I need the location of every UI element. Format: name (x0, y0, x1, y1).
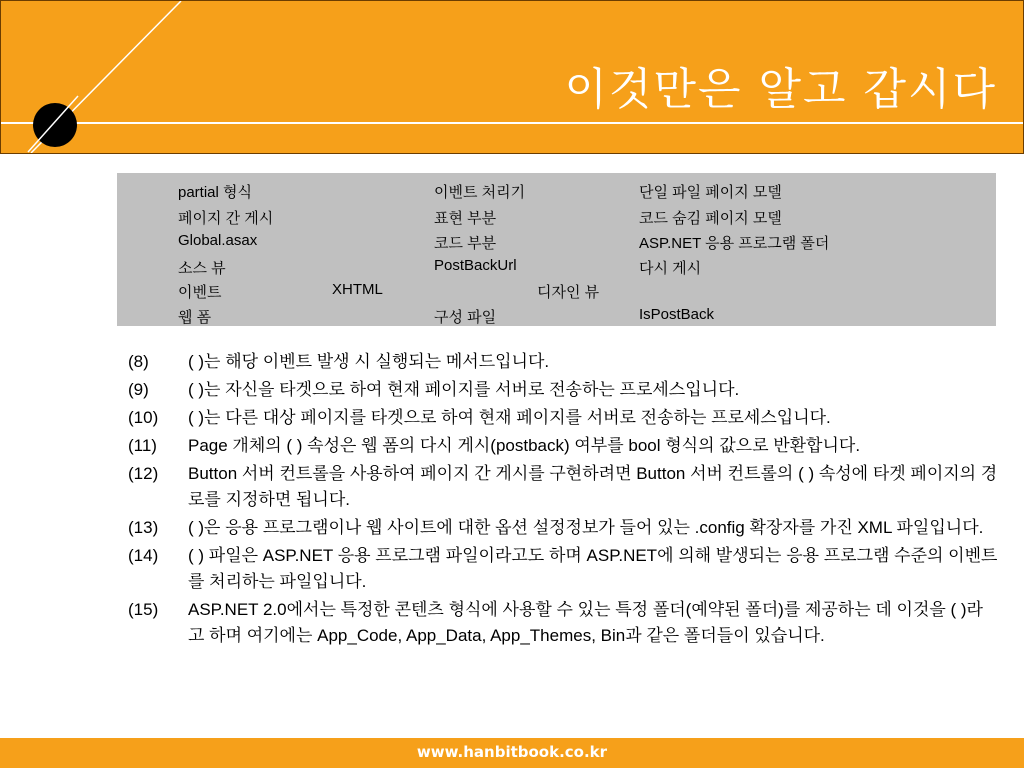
question-item (128, 543, 998, 595)
term: 소스 뷰 (178, 260, 226, 277)
term: 다시 게시 (639, 260, 702, 277)
term: 웹 폼 (178, 309, 212, 326)
term: 표현 부분 (434, 210, 497, 227)
term: 단일 파일 페이지 모델 (639, 184, 782, 201)
term: 코드 부분 (434, 235, 497, 252)
question-number: (15) (128, 600, 159, 619)
question-text: Page 개체의 ( ) 속성은 웹 폼의 다시 게시(postback) 여부를 bool 형식의 값으로 반환합니다. (188, 436, 861, 455)
question-number: (13) (128, 518, 159, 537)
question-item (128, 349, 998, 375)
slide-title: 이것만은 알고 갑시다 (564, 64, 997, 115)
title-bullet-circle (33, 103, 77, 147)
term: 페이지 간 게시 (178, 210, 274, 227)
term: partial 형식 (178, 184, 253, 201)
question-text: Button 서버 컨트롤을 사용하여 페이지 간 게시를 구현하려면 Button 서버 컨트롤의 ( ) 속성에 타겟 페이지의 경로를 지정하면 됩니다. (188, 464, 998, 509)
question-number: (11) (128, 436, 157, 455)
header-divider (1, 122, 1024, 124)
term: PostBackUrl (434, 257, 517, 274)
question-text: ASP.NET 2.0에서는 특정한 콘텐츠 형식에 사용할 수 있는 특정 폴더(예약된 폴더)를 제공하는 데 이것을 ( )라고 하며 여기에는 App_Code, App_Data, App_Themes, Bin과 같은 폴더들이 있습니다. (188, 600, 983, 645)
term-bank (117, 173, 996, 326)
question-text: ( )은 응용 프로그램이나 웹 사이트에 대한 옵션 설정정보가 들어 있는 .config 확장자를 가진 XML 파일입니다. (188, 518, 984, 537)
question-text: ( ) 파일은 ASP.NET 응용 프로그램 파일이라고도 하며 ASP.NET에 의해 발생되는 응용 프로그램 수준의 이벤트를 처리하는 파일입니다. (188, 546, 998, 591)
question-item (128, 597, 998, 649)
footer-url: www.hanbitbook.co.kr (416, 743, 608, 761)
term: 코드 숨김 페이지 모델 (639, 210, 782, 227)
term: 구성 파일 (434, 309, 497, 326)
term: Global.asax (178, 232, 258, 249)
slide-header (0, 0, 1024, 154)
question-item (128, 377, 998, 403)
slide-footer (0, 738, 1024, 768)
term: IsPostBack (639, 306, 715, 323)
question-item (128, 433, 998, 459)
question-text: ( )는 해당 이벤트 발생 시 실행되는 메서드입니다. (188, 352, 550, 371)
term: XHTML (332, 281, 383, 298)
question-text: ( )는 다른 대상 페이지를 타겟으로 하여 현재 페이지를 서버로 전송하는 프로세스입니다. (188, 408, 831, 427)
term: ASP.NET 응용 프로그램 폴더 (639, 235, 830, 252)
question-item (128, 515, 998, 541)
question-number: (9) (128, 380, 149, 399)
question-number: (14) (128, 546, 159, 565)
term: 이벤트 (178, 284, 222, 301)
question-number: (8) (128, 352, 149, 371)
question-number: (10) (128, 408, 159, 427)
term: 이벤트 처리기 (434, 184, 526, 201)
question-item (128, 461, 998, 513)
term: 디자인 뷰 (537, 284, 600, 301)
question-list (128, 349, 998, 649)
question-text: ( )는 자신을 타겟으로 하여 현재 페이지를 서버로 전송하는 프로세스입니다. (188, 380, 740, 399)
question-number: (12) (128, 464, 159, 483)
question-item (128, 405, 998, 431)
